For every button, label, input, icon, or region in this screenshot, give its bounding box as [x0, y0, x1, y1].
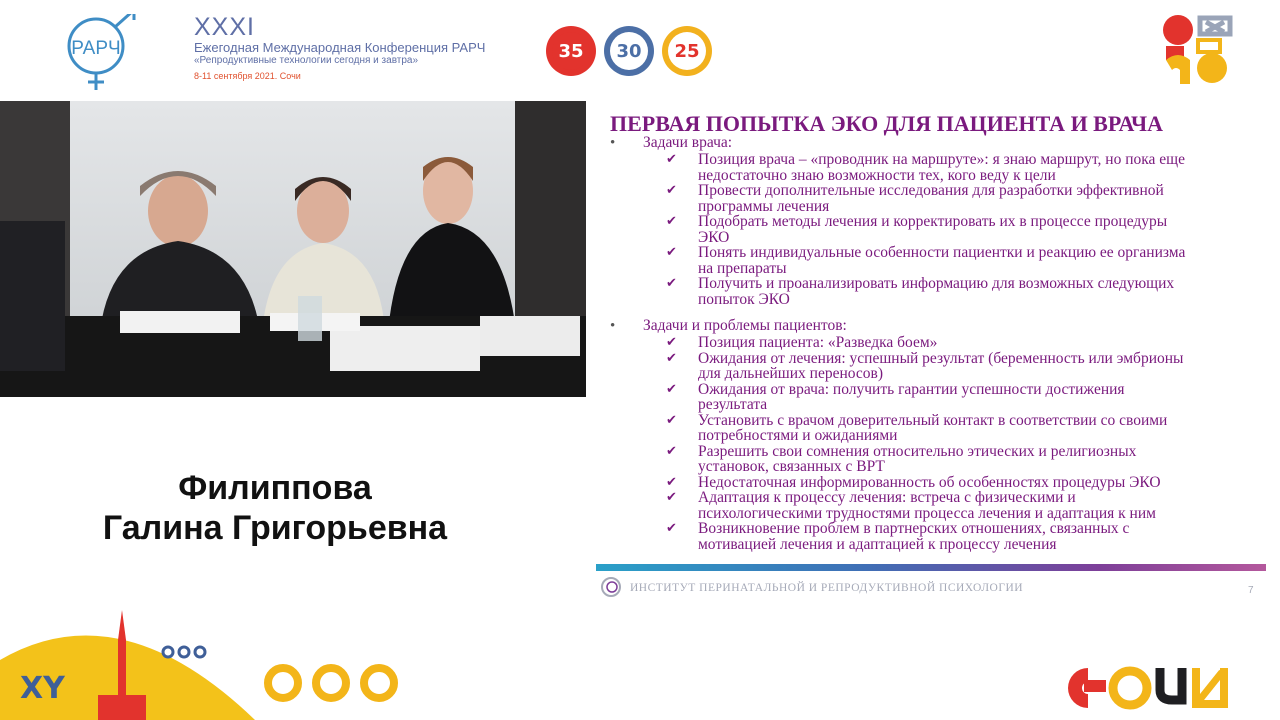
decorative-sun-graphic [0, 600, 270, 720]
slide-section [606, 318, 1276, 334]
years-25-badge: 25 [662, 26, 712, 76]
xy-puzzle-logo [1160, 12, 1240, 92]
list-item-line: Позиция врача – «проводник на маршруте»: я знаю маршрут, но пока еще [698, 151, 1185, 168]
list-item-line: попыток ЭКО [698, 290, 790, 308]
list-item-line: установок, связанных с ВРТ [698, 458, 885, 475]
slide-section [606, 135, 1276, 151]
conference-number: XXXI [194, 13, 255, 41]
decorative-ring-icon [264, 664, 302, 702]
section-heading: Задачи и проблемы пациентов: [643, 317, 847, 334]
list-item [666, 490, 1276, 521]
institute-logo-icon [600, 576, 622, 598]
checkmark-icon: ✔ [666, 490, 677, 505]
svg-text:XY: XY [20, 671, 65, 706]
list-item-line: Установить с врачом доверительный контакт в соответствии со своими [698, 411, 1168, 429]
checkmark-icon: ✔ [666, 443, 677, 459]
list-item-line: Адаптация к процессу лечения: встреча с физическими и [698, 489, 1076, 506]
list-item-line: Ожидания от лечения: успешный результат (беременность или эмбрионы [698, 349, 1184, 367]
list-item-line: на препараты [698, 259, 787, 277]
list-item-line: результата [698, 396, 768, 413]
list-item-line: программы лечения [698, 197, 830, 215]
conference-motto: «Репродуктивные технологии сегодня и завтра» [194, 55, 419, 66]
section-items [666, 152, 1276, 307]
section-heading: Задачи врача: [643, 134, 733, 151]
checkmark-icon: ✔ [666, 152, 677, 167]
list-item-line: недостаточно знаю возможности тех, кого веду к цели [698, 166, 1056, 184]
speaker-surname: Филиппова [178, 469, 372, 507]
list-item [666, 413, 1276, 444]
list-item [666, 444, 1276, 475]
slide-page-number: 7 [1248, 585, 1254, 596]
list-item [666, 276, 1276, 307]
list-item [666, 475, 1276, 491]
list-item [666, 245, 1276, 276]
conference-header [194, 14, 534, 83]
checkmark-icon: ✔ [666, 521, 677, 536]
checkmark-icon: ✔ [666, 214, 677, 229]
list-item [666, 214, 1276, 245]
list-item [666, 382, 1276, 413]
list-item [666, 521, 1276, 552]
rarch-logo [48, 14, 148, 90]
presentation-slide [596, 101, 1280, 611]
rarch-logo-text: РАРЧ [71, 38, 121, 59]
decorative-ring-icon [360, 664, 398, 702]
institute-name: ИНСТИТУТ ПЕРИНАТАЛЬНОЙ И РЕПРОДУКТИВНОЙ ПСИХОЛОГИИ [630, 582, 1024, 594]
speaker-name [40, 468, 510, 548]
list-item-line: Понять индивидуальные особенности пациентки и реакцию ее организма [698, 244, 1186, 261]
list-item-line: Разрешить свои сомнения относительно этических и религиозных [698, 442, 1137, 460]
checkmark-icon: ✔ [666, 412, 677, 428]
list-item-line: потребностями и ожиданиями [698, 427, 898, 444]
list-item-line: мотивацией лечения и адаптацией к процессу лечения [698, 535, 1057, 553]
slide-body [606, 135, 1276, 552]
list-item-line: ЭКО [698, 228, 730, 246]
list-item [666, 152, 1276, 183]
list-item-line: Ожидания от врача: получить гарантии успешности достижения [698, 380, 1125, 398]
decorative-ring-icon [312, 664, 350, 702]
speaker-video [0, 101, 586, 397]
list-item-line: Недостаточная информированность об особенностях процедуры ЭКО [698, 473, 1161, 491]
sochi-logo [1064, 664, 1244, 710]
list-item-line: для дальнейших переносов) [698, 365, 884, 382]
list-item [666, 351, 1276, 382]
list-item-line: психологическими трудностями процесса лечения и адаптация к ним [698, 504, 1156, 522]
list-item-line: Подобрать методы лечения и корректировать их в процессе процедуры [698, 213, 1168, 230]
checkmark-icon: ✔ [666, 474, 677, 490]
slide-footer-divider [596, 564, 1266, 571]
years-30-badge: 30 [604, 26, 654, 76]
checkmark-icon: ✔ [666, 245, 677, 260]
conference-name: Ежегодная Международная Конференция РАРЧ [194, 40, 486, 55]
checkmark-icon: ✔ [666, 350, 677, 366]
checkmark-icon: ✔ [666, 335, 677, 350]
eko-35-badge: 35 [546, 26, 596, 76]
bullet-icon: • [610, 318, 616, 334]
section-items [666, 335, 1276, 552]
checkmark-icon: ✔ [666, 183, 677, 198]
list-item-line: Позиция пациента: «Разведка боем» [698, 334, 938, 351]
list-item [666, 183, 1276, 214]
speaker-given-names: Галина Григорьевна [102, 509, 448, 547]
slide-title: ПЕРВАЯ ПОПЫТКА ЭКО ДЛЯ ПАЦИЕНТА И ВРАЧА [610, 111, 1164, 136]
list-item-line: Возникновение проблем в партнерских отношениях, связанных с [698, 520, 1130, 537]
list-item-line: Провести дополнительные исследования для разработки эффективной [698, 182, 1164, 199]
checkmark-icon: ✔ [666, 381, 677, 397]
checkmark-icon: ✔ [666, 276, 677, 291]
bullet-icon: • [610, 135, 616, 151]
list-item-line: Получить и проанализировать информацию для возможных следующих [698, 275, 1175, 292]
list-item [666, 335, 1276, 351]
conference-date: 8-11 сентября 2021. Сочи [194, 71, 301, 81]
